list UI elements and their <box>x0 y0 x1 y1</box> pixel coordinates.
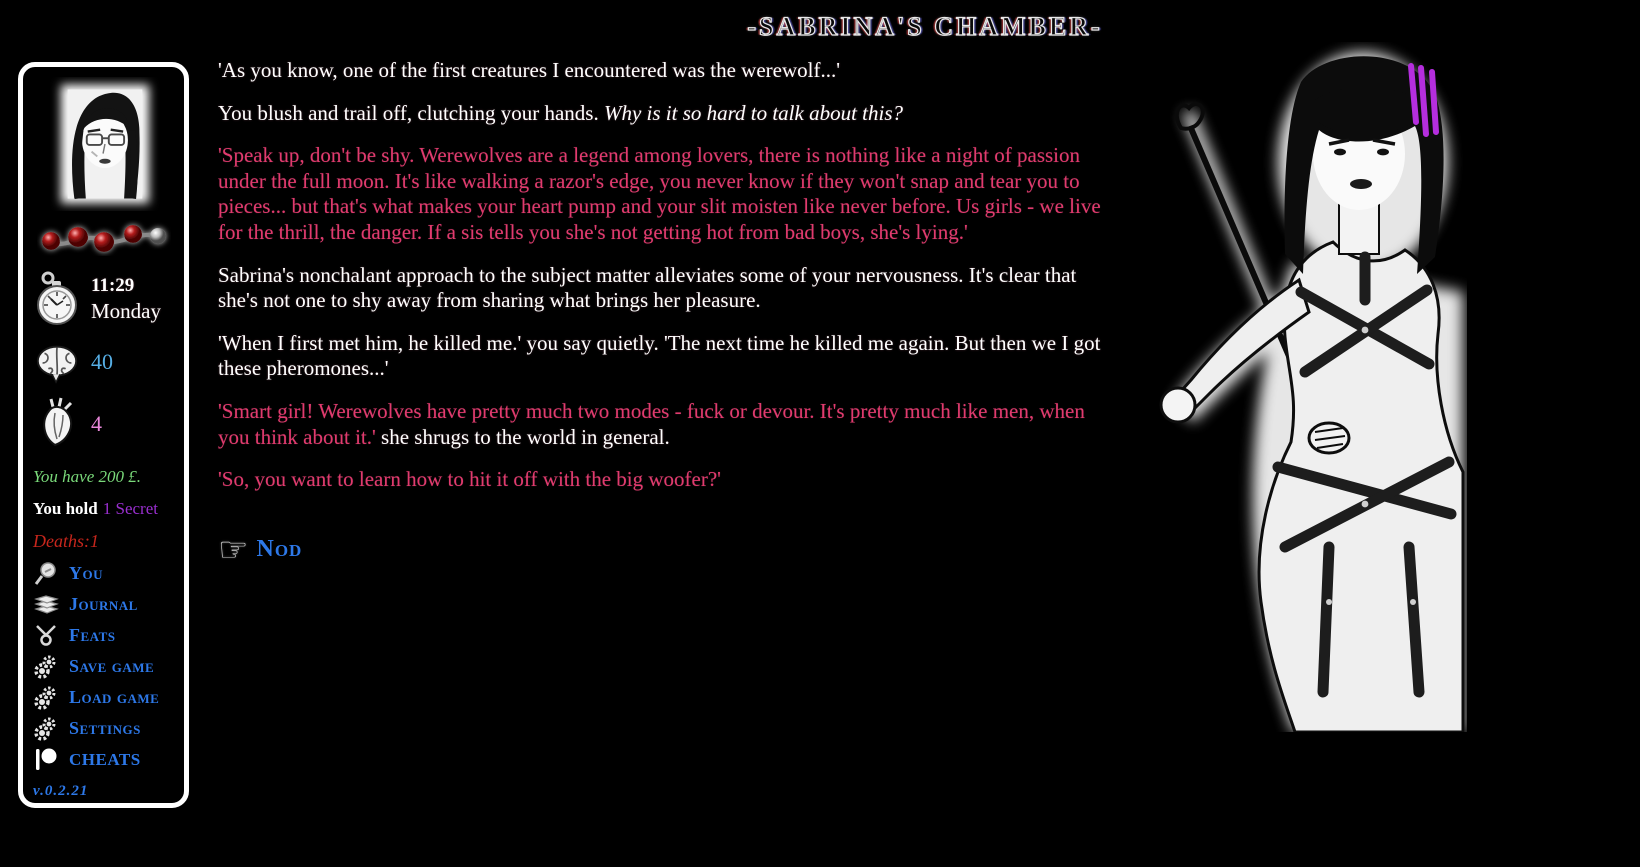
menu-item-save-game[interactable] <box>33 651 174 682</box>
hearts-value: 4 <box>91 411 102 436</box>
sidebar <box>18 62 189 808</box>
sidebar-menu <box>33 558 174 775</box>
gear-icon <box>33 716 59 742</box>
secrets-count: 1 Secret <box>102 499 158 518</box>
cheats-icon <box>33 747 59 773</box>
page-title: -SABRINA'S CHAMBER- <box>747 12 1103 41</box>
game-day: Monday <box>91 298 161 323</box>
story-passage <box>218 58 1111 570</box>
story-dialogue: 'Speak up, don't be shy. Werewolves are a legend among lovers, there is nothing like a night of passion under the full moon. It's like walking a razor's edge, you never know if they won't snap and tear you to pieces... but that's what makes your heart pump and your slit moisten like never before. Us girls - we live for the thrill, the danger. If a sis tells you she's not getting hot from bad boys, she's lying.' <box>218 143 1101 245</box>
game-time: 11:29 <box>91 275 135 296</box>
story-dialogue-text: 'Smart girl! Werewolves have pretty much two modes - fuck or devour. It's pretty much like men, when you think about it.' <box>218 399 1085 449</box>
deaths-status: Deaths:1 <box>33 531 99 551</box>
version-label: v.0.2.21 <box>33 783 89 799</box>
gear-icon <box>33 685 59 711</box>
menu-label-you: You <box>69 563 103 583</box>
story-paragraph <box>218 399 1111 450</box>
story-paragraph <box>218 101 1111 127</box>
nod-choice-link[interactable]: Nod <box>256 535 303 562</box>
menu-item-load-game[interactable] <box>33 682 174 713</box>
player-portrait <box>41 77 167 216</box>
gear-icon <box>33 654 59 680</box>
story-paragraph: 'As you know, one of the first creatures I encountered was the werewolf...' <box>218 58 840 82</box>
choice-row <box>218 529 1111 570</box>
menu-label-load-game: Load game <box>69 687 160 707</box>
story-dialogue: 'So, you want to learn how to hit it off with the big woofer?' <box>218 467 721 492</box>
menu-label-save-game: Save game <box>69 656 155 676</box>
menu-label-cheats: CHEATS <box>69 749 141 769</box>
menu-label-settings: Settings <box>69 718 141 738</box>
menu-item-cheats[interactable] <box>33 744 174 775</box>
character-illustration <box>1133 42 1467 732</box>
story-text: You blush and trail off, clutching your hands. <box>218 100 604 125</box>
intellect-value: 40 <box>91 349 113 374</box>
menu-label-feats: Feats <box>69 625 116 645</box>
intellect-row <box>33 337 174 387</box>
secrets-prefix: You hold <box>33 499 98 518</box>
pocket-watch-icon <box>33 271 81 327</box>
story-text: she shrugs to the world in general. <box>375 424 670 449</box>
pointing-hand-icon: ☞ <box>218 529 249 570</box>
story-thought-text: Why is it so hard to talk about this? <box>603 100 904 125</box>
menu-item-you[interactable] <box>33 558 174 589</box>
journal-icon <box>33 593 59 617</box>
story-paragraph: 'When I first met him, he killed me.' you say quietly. 'The next time he killed me again. But then we I got these pheromones...' <box>218 330 1101 381</box>
menu-label-journal: Journal <box>69 594 138 614</box>
story-paragraph: Sabrina's nonchalant approach to the subject matter alleviates some of your nervousness. It's clear that she's not one to shy away from sharing what brings her pleasure. <box>218 262 1077 313</box>
beads-indicator <box>37 220 171 261</box>
feats-icon <box>33 623 59 649</box>
heart-icon <box>33 397 81 451</box>
time-row <box>33 271 174 327</box>
menu-item-feats[interactable] <box>33 620 174 651</box>
secrets-status <box>33 499 174 519</box>
menu-item-settings[interactable] <box>33 713 174 744</box>
brain-icon <box>33 337 81 387</box>
money-status: You have 200 £. <box>33 467 141 486</box>
menu-item-journal[interactable] <box>33 589 174 620</box>
hearts-row <box>33 397 174 451</box>
mirror-icon <box>33 561 59 587</box>
